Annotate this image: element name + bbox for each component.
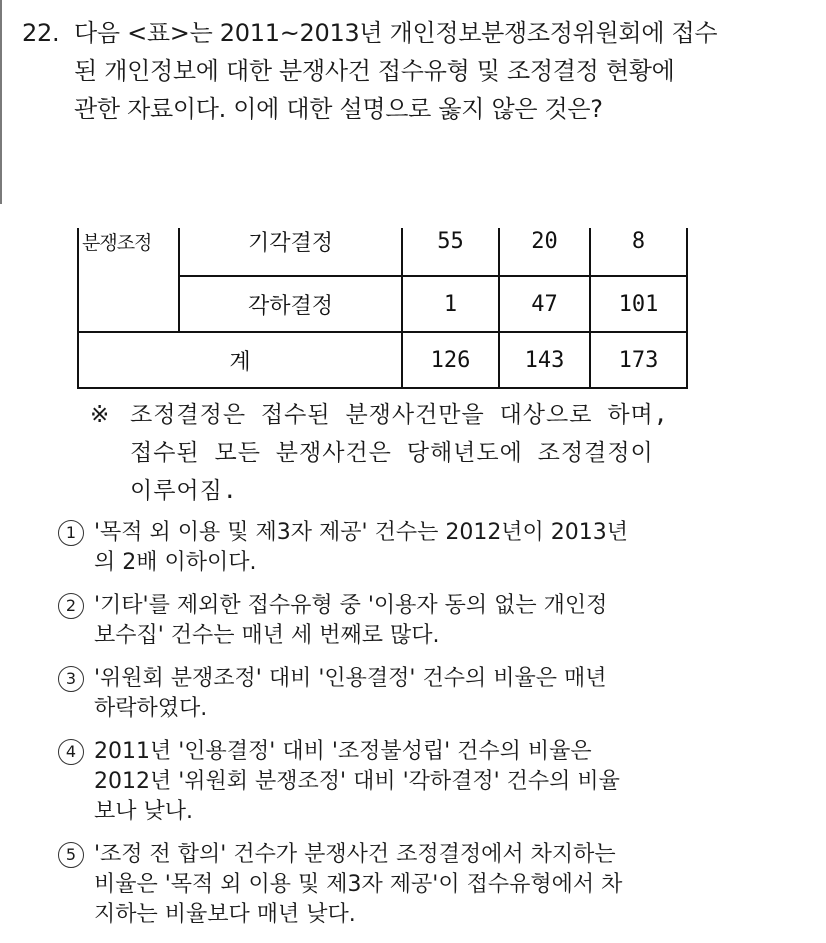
table-cell: 8 (590, 207, 687, 276)
circled-number-icon: 2 (58, 593, 84, 619)
reference-mark-icon: ※ (90, 402, 111, 428)
question-number: 22. (22, 19, 60, 47)
table-cell: 47 (499, 276, 590, 332)
circled-number-icon: 4 (58, 739, 84, 765)
question-line-1: 22. 다음 <표>는 2011~2013년 개인정보분쟁조정위원회에 접수 (22, 14, 812, 52)
answer-option-4[interactable]: 4 2011년 '인용결정' 대비 '조정불성립' 건수의 비율은 2012년 '위원회 분쟁조정' 대비 '각하결정' 건수의 비율 보나 낮나. (58, 737, 818, 827)
table-row-label: 기각결정 (179, 207, 402, 276)
answer-option-3[interactable]: 3 '위원회 분쟁조정' 대비 '인용결정' 건수의 비율은 매년 하락하였다. (58, 664, 818, 724)
table-cell: 126 (402, 332, 499, 388)
question-line-3: 관한 자료이다. 이에 대한 설명으로 옳지 않은 것은? (74, 95, 603, 123)
table-footnote: ※ 조정결정은 접수된 분쟁사건만을 대상으로 하며, 접수된 모든 분쟁사건은 당해년도에 조정결정이 이루어짐. (90, 396, 669, 510)
answer-option-1[interactable]: 1 '목적 외 이용 및 제3자 제공' 건수는 2012년이 2013년 의 2배 이하이다. (58, 518, 818, 578)
question-stem (22, 14, 812, 128)
question-line-2: 된 개인정보에 대한 분쟁사건 접수유형 및 조정결정 현황에 (74, 57, 675, 85)
circled-number-icon: 1 (58, 520, 84, 546)
answer-option-2[interactable]: 2 '기타'를 제외한 접수유형 중 '이용자 동의 없는 개인정 보수집' 건수는 매년 세 번째로 많다. (58, 591, 818, 651)
table-cell: 143 (499, 332, 590, 388)
table-cell: 1 (402, 276, 499, 332)
data-table (77, 206, 688, 389)
table-total-row (78, 332, 687, 388)
answer-option-5[interactable]: 5 '조정 전 합의' 건수가 분쟁사건 조정결정에서 차지하는 비율은 '목적 외 이용 및 제3자 제공'이 접수유형에서 차 지하는 비율보다 매년 낮다. (58, 840, 818, 930)
answer-options (58, 518, 818, 943)
table-total-label: 계 (78, 332, 402, 388)
table-row-label: 각하결정 (179, 276, 402, 332)
table-cell: 55 (402, 207, 499, 276)
table-cell: 20 (499, 207, 590, 276)
circled-number-icon: 5 (58, 842, 84, 868)
page-margin-rule (0, 0, 2, 204)
table-cell: 101 (590, 276, 687, 332)
table-category-cell: 분쟁조정 (78, 207, 179, 332)
table-cell: 173 (590, 332, 687, 388)
circled-number-icon: 3 (58, 666, 84, 692)
table-crop-edge (60, 190, 720, 228)
